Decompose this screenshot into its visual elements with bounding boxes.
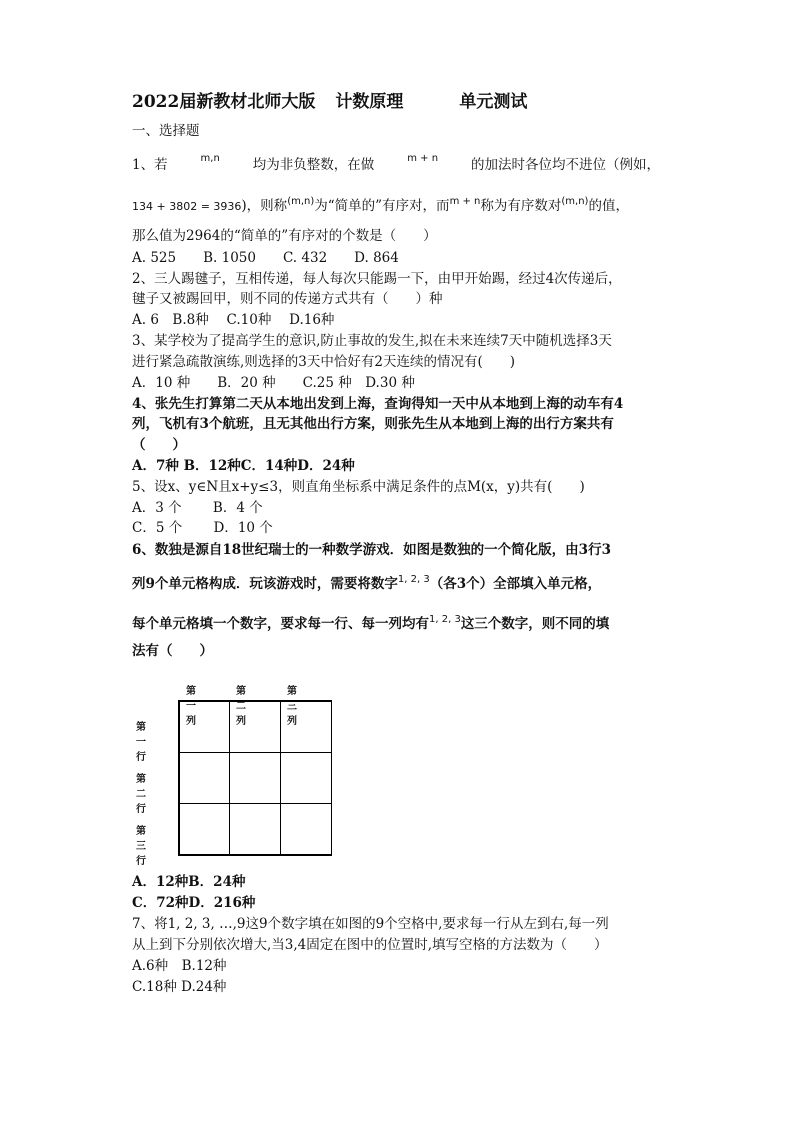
q1-options: A. 525 B. 1050 C. 432 D. 864	[132, 250, 399, 266]
q7-line-2: 从上到下分别依次增大,当3,4固定在图中的位置时,填写空格的方法数为（ ）	[132, 937, 608, 953]
grid-cell	[179, 752, 231, 804]
q6-text: （各3个）全部填入单元格，	[429, 576, 602, 592]
q1-text: 称为有序数对	[480, 198, 562, 214]
q6-text: 列9个单元格构成．玩该游戏时，需要将数字	[132, 576, 398, 592]
column-header-2: 第二列	[236, 686, 246, 727]
q1-text: 的加法时各位均不进位（例如，	[471, 157, 660, 173]
q5-line-1: 5、设x、y∈N且x+y≤3，则直角坐标系中满足条件的点M(x，y)共有( )	[132, 479, 585, 495]
q1-text: 为“简单的”有序对，而	[314, 198, 450, 214]
column-header-1: 第一列	[186, 686, 196, 727]
q1-text: )，则称	[241, 198, 288, 214]
q1-math-sum: m + n	[407, 153, 439, 164]
q5-options-2: C．5 个 D．10 个	[132, 520, 273, 536]
q6-line-1: 6、数独是源自18世纪瑞士的一种数学游戏．如图是数独的一个简化版，由3行3	[132, 542, 611, 558]
q6-line-4: 法有（ ）	[132, 643, 213, 659]
q6-text: 这三个数字，则不同的填	[460, 616, 610, 632]
grid-cell	[229, 803, 281, 855]
grid-cell	[280, 803, 332, 855]
q6-math-digits: 1, 2, 3	[429, 614, 461, 625]
row-header-1: 第一行	[136, 722, 146, 763]
q7-line-1: 7、将1, 2, 3, …,9这9个数字填在如图的9个空格中,要求每一行从左到右,每一列	[132, 916, 609, 932]
q1-math-pair: (m,n)	[287, 196, 315, 207]
q2-line-1: 2、三人踢毽子，互相传递，每人每次只能踢一下，由甲开始踢，经过4次传递后，	[132, 271, 622, 287]
title-part-3: 单元测试	[459, 92, 528, 112]
grid-cell	[280, 752, 332, 804]
section-heading: 一、选择题	[132, 123, 200, 139]
grid-cell	[229, 752, 281, 804]
grid-cell	[179, 803, 231, 855]
q1-text: 均为非负整数，在做	[252, 157, 375, 173]
q6-text: 每个单元格填一个数字，要求每一行、每一列均有	[132, 616, 429, 632]
q5-options-1: A．3 个 B．4 个	[132, 500, 263, 516]
q1-example-equation: 134 + 3802 = 3936	[132, 200, 242, 213]
q1-math-mn: m,n	[200, 153, 220, 164]
q4-line-2: 列，飞机有3个航班，且无其他出行方案，则张先生从本地到上海的出行方案共有	[132, 416, 614, 432]
column-header-3: 第三列	[287, 686, 297, 727]
q1-text: 的值，	[588, 198, 629, 214]
q1-line-2	[132, 196, 629, 218]
grid-cell	[229, 701, 281, 753]
q2-options: A. 6 B.8种 C.10种 D.16种	[132, 312, 335, 328]
title-part-2: 计数原理	[335, 92, 404, 112]
q3-line-2: 进行紧急疏散演练,则选择的3天中恰好有2天连续的情况有( )	[132, 354, 516, 370]
grid-cell	[179, 701, 231, 753]
q1-line-3: 那么值为2964的“简单的”有序对的个数是（ ）	[132, 228, 437, 244]
q3-options: A．10 种 B．20 种 C.25 种 D.30 种	[132, 375, 415, 391]
q6-options-1: A．12种B．24种	[132, 874, 246, 890]
row-header-2: 第二行	[136, 774, 146, 815]
grid-cell	[280, 701, 332, 753]
q1-math-sum: m + n	[449, 196, 481, 207]
q2-line-2: 毽子又被踢回甲，则不同的传递方式共有（ ）种	[132, 291, 443, 307]
q6-math-digits: 1, 2, 3	[397, 574, 430, 585]
q4-line-1: 4、张先生打算第二天从本地出发到上海，查询得知一天中从本地到上海的动车有4	[132, 396, 624, 412]
q6-line-2	[132, 574, 601, 596]
q6-line-3	[132, 614, 609, 636]
q4-options: A．7种 B．12种C．14种D．24种	[132, 458, 355, 474]
sudoku-grid	[178, 700, 332, 856]
q1-math-pair: (m,n)	[561, 196, 589, 207]
q3-line-1: 3、某学校为了提高学生的意识,防止事故的发生,拟在未来连续7天中随机选择3天	[132, 333, 612, 349]
q1-text: 1、若	[132, 157, 168, 173]
q6-options-2: C．72种D．216种	[132, 895, 256, 911]
row-header-3: 第三行	[136, 826, 146, 867]
page-title	[132, 92, 527, 112]
q4-line-3: （ ）	[132, 437, 186, 453]
title-part-1: 2022届新教材北师大版	[132, 92, 316, 112]
q1-line-1	[132, 155, 660, 175]
q7-options-1: A.6种 B.12种	[132, 958, 227, 974]
q7-options-2: C.18种 D.24种	[132, 979, 227, 995]
